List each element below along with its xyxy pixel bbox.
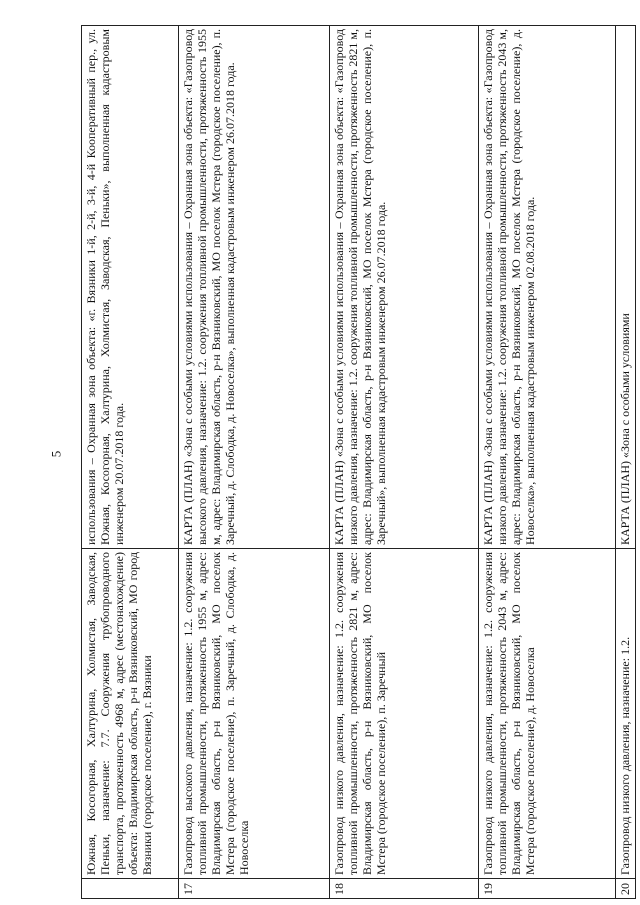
table-row-17 xyxy=(179,26,330,899)
document-description: КАРТА (ПЛАН) «Зона с особыми условиями использования – Охранная зона объекта: «Газопровод низкого давления, назначение: 1.2. сооружения топливной промышленности, протяженность 2043 м, адрес: Владимирская область, р-н Вязниковский, МО поселок Мстера (городское поселение), д. Новоселка», выполненная кадастровым инженером 02.08.2018 года. xyxy=(479,26,616,549)
object-description: Газопровод низкого давления, назначение: 1.2. сооружения топливной промышленности, протяженность 2821 м, адрес: Владимирская область, р-н Вязниковский, МО поселок Мстера (городское поселение), п. Заречный xyxy=(330,549,479,879)
page-number: 5 xyxy=(48,450,64,458)
row-number xyxy=(82,879,179,899)
table-row-19 xyxy=(479,26,616,899)
table-row-continued xyxy=(82,26,179,899)
registry-table xyxy=(81,25,636,899)
document-description: КАРТА (ПЛАН) «Зона с особыми условиями использования – Охранная зона объекта: «Газопровод высокого давления, назначение: 1.2. сооружения топливной промышленности, протяженность 1955 м, адрес: Владимирская область, р-н Вязниковский, МО поселок Мстера (городское поселение), п. Заречный, д. Слободка, д. Новоселка», выполненная кадастровым инженером 26.07.2018 года. xyxy=(179,26,330,549)
table-row-20 xyxy=(616,26,636,899)
row-number: 18 xyxy=(330,879,479,899)
object-description: Южная, Косогорная, Халтурина, Холмистая, Заводская, Пеньки, назначение: 7.7. Сооружения трубопроводного транспорта, протяженность 4968 м, адрес (местонахождение) объекта: Владимирская область, р-н Вязниковский, МО город Вязники (городское поселение), г. Вязники xyxy=(82,549,179,879)
row-number: 20 xyxy=(616,879,636,899)
document-description: использования – Охранная зона объекта: «г. Вязники 1-й, 2-й, 3-й, 4-й Кооперативный пер., ул. Южная, Косогорная, Халтурина, Холмистая, Заводская, Пеньки», выполненная кадастровым инженером 20.07.2018 года. xyxy=(82,26,179,549)
row-number: 17 xyxy=(179,879,330,899)
document-description: КАРТА (ПЛАН) «Зона с особыми условиями xyxy=(616,26,636,549)
table-row-18 xyxy=(330,26,479,899)
document-description: КАРТА (ПЛАН) «Зона с особыми условиями использования – Охранная зона объекта: «Газопровод низкого давления, назначение: 1.2. сооружения топливной промышленности, протяженность 2821 м, адрес: Владимирская область, р-н Вязниковский, МО поселок Мстера (городское поселение), п. Заречный», выполненная кадастровым инженером 26.07.2018 года. xyxy=(330,26,479,549)
row-number: 19 xyxy=(479,879,616,899)
object-description: Газопровод высокого давления, назначение: 1.2. сооружения топливной промышленности, протяженность 1955 м, адрес: Владимирская область, р-н Вязниковский, МО поселок Мстера (городское поселение), п. Заречный, д. Слободка, д. Новоселка xyxy=(179,549,330,879)
object-description: Газопровод низкого давления, назначение: 1.2. сооружения топливной промышленности, протяженность 2043 м, адрес: Владимирская область, р-н Вязниковский, МО поселок Мстера (городское поселение), д. Новоселка xyxy=(479,549,616,879)
object-description: Газопровод низкого давления, назначение: 1.2. xyxy=(616,549,636,879)
